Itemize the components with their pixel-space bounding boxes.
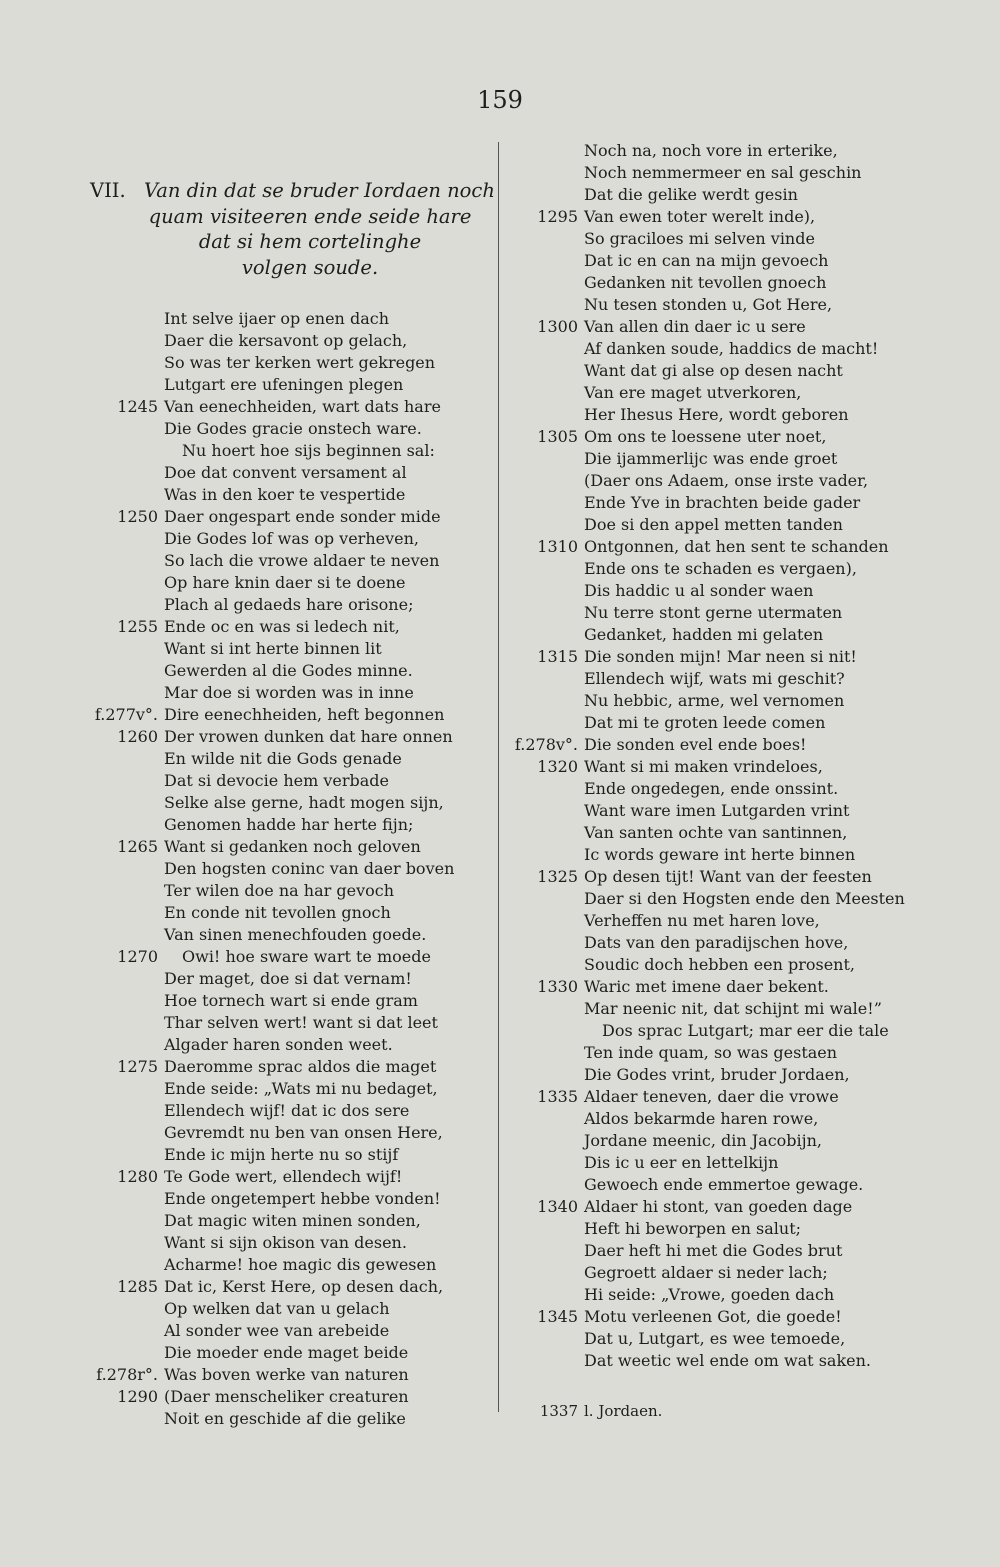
verse-line (514, 492, 994, 514)
verse-text: Nu hoert hoe sijs beginnen sal: (182, 441, 435, 460)
verse-text: Ten inde quam, so was gestaen (584, 1043, 838, 1062)
verse-line (90, 792, 485, 814)
verse-line (90, 1166, 485, 1188)
column-divider (498, 142, 499, 1412)
verse-text: Af danken soude, haddics de macht! (584, 339, 879, 358)
verse-text: Aldos bekarmde haren rowe, (584, 1109, 819, 1128)
verse-line (90, 1188, 485, 1210)
verse-text: Dats van den paradijschen hove, (584, 933, 849, 952)
verse-text: Dat ic en can na mijn gevoech (584, 251, 829, 270)
verse-text: So graciloes mi selven vinde (584, 229, 815, 248)
verse-text: Plach al gedaeds hare orisone; (164, 595, 414, 614)
verse-text: Dis ic u eer en lettelkijn (584, 1153, 779, 1172)
verse-text: Dat ic, Kerst Here, op desen dach, (164, 1277, 444, 1296)
line-number: 1295 (537, 207, 578, 226)
verse-line (514, 690, 994, 712)
verse-text: Heft hi beworpen en salut; (584, 1219, 802, 1238)
line-number: 1250 (117, 507, 158, 526)
verse-text: Doe dat convent versament al (164, 463, 407, 482)
verse-text: Van sinen menechfouden goede. (164, 925, 427, 944)
verse-text: Gewerden al die Godes minne. (164, 661, 413, 680)
verse-line (90, 352, 485, 374)
verse-text: Ellendech wijf, wats mi geschit? (584, 669, 845, 688)
verse-text: Ic words geware int herte binnen (584, 845, 856, 864)
verse-text: Dat mi te groten leede comen (584, 713, 826, 732)
verse-text: Noch na, noch vore in erterike, (584, 141, 838, 160)
verse-line (514, 1350, 994, 1372)
verse-text: Dat die gelike werdt gesin (584, 185, 798, 204)
verse-text: Int selve ijaer op enen dach (164, 309, 389, 328)
line-number: f.278v°. (514, 735, 578, 754)
verse-text: Daer die kersavont op gelach, (164, 331, 408, 350)
line-number: 1330 (537, 977, 578, 996)
verse-line (90, 902, 485, 924)
verse-line (90, 726, 485, 748)
verse-text: Ellendech wijf! dat ic dos sere (164, 1101, 410, 1120)
verse-line (514, 316, 994, 338)
right-verse-list (514, 140, 994, 1372)
verse-line (514, 1108, 994, 1130)
verse-text: Die ijammerlijc was ende groet (584, 449, 838, 468)
verse-text: Van eenechheiden, wart dats hare (164, 397, 441, 416)
verse-text: Dat u, Lutgart, es wee temoede, (584, 1329, 846, 1348)
verse-text: Dat weetic wel ende om wat saken. (584, 1351, 871, 1370)
verse-line (514, 448, 994, 470)
verse-text: Die Godes vrint, bruder Jordaen, (584, 1065, 850, 1084)
verse-line (90, 990, 485, 1012)
line-number: 1340 (537, 1197, 578, 1216)
verse-text: Daer heft hi met die Godes brut (584, 1241, 843, 1260)
verse-line (90, 330, 485, 352)
verse-line (514, 646, 994, 668)
verse-text: Op desen tijt! Want van der feesten (584, 867, 872, 886)
verse-line (90, 1298, 485, 1320)
verse-line (90, 946, 485, 968)
verse-text: Hoe tornech wart si ende gram (164, 991, 418, 1010)
verse-line (90, 1254, 485, 1276)
verse-text: Ende ongedegen, ende onssint. (584, 779, 839, 798)
line-number: 1325 (537, 867, 578, 886)
line-number: 1345 (537, 1307, 578, 1326)
verse-line (514, 888, 994, 910)
verse-text: Thar selven wert! want si dat leet (164, 1013, 438, 1032)
verse-line (514, 184, 994, 206)
verse-line (90, 682, 485, 704)
verse-text: Op welken dat van u gelach (164, 1299, 390, 1318)
verse-text: Soudic doch hebben een prosent, (584, 955, 855, 974)
verse-line (90, 704, 485, 726)
verse-text: Was in den koer te vespertide (164, 485, 406, 504)
verse-line (514, 1152, 994, 1174)
verse-text: Die sonden evel ende boes! (584, 735, 807, 754)
verse-text: Hi seide: „Vrowe, goeden dach (584, 1285, 835, 1304)
verse-line (514, 1086, 994, 1108)
verse-text: (Daer menscheliker creaturen (164, 1387, 409, 1406)
verse-text: Die Godes gracie onstech ware. (164, 419, 422, 438)
verse-text: Waric met imene daer bekent. (584, 977, 829, 996)
verse-line (90, 1408, 485, 1430)
verse-line (514, 1218, 994, 1240)
verse-line (514, 998, 994, 1020)
verse-text: Ende Yve in brachten beide gader (584, 493, 861, 512)
verse-line (514, 866, 994, 888)
verse-text: Jordane meenic, din Jacobijn, (584, 1131, 823, 1150)
verse-text: Gedanket, hadden mi gelaten (584, 625, 824, 644)
verse-line (514, 910, 994, 932)
verse-text: Want si int herte binnen lit (164, 639, 382, 658)
verse-line (514, 1064, 994, 1086)
verse-line (90, 308, 485, 330)
verse-text: Was boven werke van naturen (164, 1365, 409, 1384)
verse-line (90, 1232, 485, 1254)
verse-text: Van santen ochte van santinnen, (584, 823, 848, 842)
verse-text: Daer si den Hogsten ende den Meesten (584, 889, 905, 908)
verse-line (90, 924, 485, 946)
verse-line (90, 1100, 485, 1122)
verse-line (514, 228, 994, 250)
verse-text: Ende seide: „Wats mi nu bedaget, (164, 1079, 438, 1098)
verse-line (514, 1020, 994, 1042)
verse-line (514, 668, 994, 690)
verse-text: Om ons te loessene uter noet, (584, 427, 827, 446)
left-verse-list (90, 308, 485, 1430)
verse-text: Aldaer hi stont, van goeden dage (584, 1197, 853, 1216)
verse-line (90, 858, 485, 880)
verse-text: Al sonder wee van arebeide (164, 1321, 390, 1340)
line-number: 1245 (117, 397, 158, 416)
verse-text: Op hare knin daer si te doene (164, 573, 406, 592)
verse-text: Dis haddic u al sonder waen (584, 581, 814, 600)
verse-text: Her Ihesus Here, wordt geboren (584, 405, 849, 424)
verse-text: So was ter kerken wert gekregen (164, 353, 436, 372)
line-number: 1315 (537, 647, 578, 666)
verse-line (514, 162, 994, 184)
verse-text: Nu tesen stonden u, Got Here, (584, 295, 833, 314)
line-number: 1255 (117, 617, 158, 636)
verse-line (90, 1078, 485, 1100)
verse-line (514, 272, 994, 294)
verse-line (514, 404, 994, 426)
verse-text: Ontgonnen, dat hen sent te schanden (584, 537, 889, 556)
verse-line (514, 954, 994, 976)
verse-line (90, 418, 485, 440)
line-number: 1275 (117, 1057, 158, 1076)
verse-line (514, 602, 994, 624)
verse-line (514, 778, 994, 800)
verse-text: Doe si den appel metten tanden (584, 515, 843, 534)
verse-text: Gedanken nit tevollen gnoech (584, 273, 827, 292)
verse-line (514, 932, 994, 954)
verse-line (90, 462, 485, 484)
verse-text: Want ware imen Lutgarden vrint (584, 801, 850, 820)
line-number: 1305 (537, 427, 578, 446)
verse-line (90, 374, 485, 396)
line-number: 1320 (537, 757, 578, 776)
line-number: 1335 (537, 1087, 578, 1106)
verse-text: Ende ons te schaden es vergaen), (584, 559, 857, 578)
verse-text: Ende oc en was si ledech nit, (164, 617, 400, 636)
verse-line (90, 1122, 485, 1144)
verse-text: Der maget, doe si dat vernam! (164, 969, 412, 988)
footnote-text: l. Jordaen. (584, 1402, 663, 1420)
verse-line (90, 836, 485, 858)
verse-line (90, 748, 485, 770)
verse-text: So lach die vrowe aldaer te neven (164, 551, 440, 570)
verse-text: Die Godes lof was op verheven, (164, 529, 419, 548)
verse-text: Mar neenic nit, dat schijnt mi wale!” (584, 999, 882, 1018)
verse-text: Ter wilen doe na har gevoch (164, 881, 395, 900)
footnote (514, 1402, 994, 1420)
chapter-number: VII. (90, 179, 126, 202)
verse-line (514, 800, 994, 822)
verse-line (90, 484, 485, 506)
verse-line (514, 1328, 994, 1350)
line-number: 1270 (117, 947, 158, 966)
verse-line (514, 514, 994, 536)
verse-line (90, 528, 485, 550)
verse-text: Nu terre stont gerne utermaten (584, 603, 843, 622)
verse-line (90, 1034, 485, 1056)
verse-text: Gewoech ende emmertoe gewage. (584, 1175, 864, 1194)
verse-text: Den hogsten coninc van daer boven (164, 859, 455, 878)
verse-line (514, 734, 994, 756)
verse-line (90, 770, 485, 792)
verse-text: Mar doe si worden was in inne (164, 683, 414, 702)
verse-line (90, 1364, 485, 1386)
verse-line (90, 506, 485, 528)
verse-line (90, 1276, 485, 1298)
verse-line (514, 822, 994, 844)
verse-line (514, 1306, 994, 1328)
verse-line (514, 976, 994, 998)
verse-line (90, 594, 485, 616)
line-number: 1300 (537, 317, 578, 336)
verse-line (90, 660, 485, 682)
verse-text: Motu verleenen Got, die goede! (584, 1307, 842, 1326)
verse-text: Verheffen nu met haren love, (584, 911, 820, 930)
verse-line (90, 550, 485, 572)
verse-text: Algader haren sonden weet. (164, 1035, 393, 1054)
verse-text: Noch nemmermeer en sal geschin (584, 163, 862, 182)
verse-line (514, 844, 994, 866)
verse-text: Acharme! hoe magic dis gewesen (164, 1255, 437, 1274)
chapter-title (144, 178, 495, 280)
verse-line (514, 756, 994, 778)
verse-text: Want si sijn okison van desen. (164, 1233, 407, 1252)
verse-line (90, 968, 485, 990)
verse-line (514, 294, 994, 316)
line-number: 1280 (117, 1167, 158, 1186)
verse-text: Van ere maget utverkoren, (584, 383, 802, 402)
verse-line (90, 814, 485, 836)
left-column (90, 178, 495, 1430)
verse-text: Dos sprac Lutgart; mar eer die tale (602, 1021, 889, 1040)
verse-line (514, 1130, 994, 1152)
verse-line (90, 1342, 485, 1364)
verse-line (514, 470, 994, 492)
verse-line (514, 1262, 994, 1284)
right-column (514, 140, 994, 1420)
verse-text: En wilde nit die Gods genade (164, 749, 402, 768)
verse-line (90, 1056, 485, 1078)
verse-text: Die moeder ende maget beide (164, 1343, 409, 1362)
page-number: 159 (477, 86, 523, 114)
verse-line (514, 1042, 994, 1064)
chapter-heading (90, 178, 495, 280)
line-number: 1310 (537, 537, 578, 556)
verse-text: Dat magic witen minen sonden, (164, 1211, 421, 1230)
verse-text: Want si mi maken vrindeloes, (584, 757, 823, 776)
verse-line (90, 616, 485, 638)
verse-line (514, 624, 994, 646)
verse-line (514, 712, 994, 734)
verse-line (90, 1210, 485, 1232)
line-number: 1285 (117, 1277, 158, 1296)
chapter-title-line: Van din dat se bruder Iordaen noch (144, 179, 495, 202)
verse-line (514, 536, 994, 558)
verse-line (514, 250, 994, 272)
verse-text: Ende ic mijn herte nu so stijf (164, 1145, 399, 1164)
verse-line (514, 580, 994, 602)
verse-text: Genomen hadde har herte fijn; (164, 815, 414, 834)
verse-text: Van ewen toter werelt inde), (584, 207, 816, 226)
verse-text: Daeromme sprac aldos die maget (164, 1057, 437, 1076)
verse-text: Nu hebbic, arme, wel vernomen (584, 691, 845, 710)
chapter-title-line: dat si hem cortelinghe (198, 230, 422, 253)
verse-text: Der vrowen dunken dat hare onnen (164, 727, 453, 746)
verse-line (90, 1012, 485, 1034)
line-number: 1290 (117, 1387, 158, 1406)
verse-text: Want si gedanken noch geloven (164, 837, 421, 856)
verse-line (90, 638, 485, 660)
verse-text: Dat si devocie hem verbade (164, 771, 389, 790)
line-number: 1260 (117, 727, 158, 746)
verse-line (90, 396, 485, 418)
verse-text: Aldaer teneven, daer die vrowe (584, 1087, 839, 1106)
verse-line (90, 880, 485, 902)
verse-text: Dire eenechheiden, heft begonnen (164, 705, 445, 724)
verse-text: Gevremdt nu ben van onsen Here, (164, 1123, 443, 1142)
footnote-line-number: 1337 (539, 1402, 578, 1420)
verse-line (514, 1196, 994, 1218)
verse-line (90, 1386, 485, 1408)
verse-text: En conde nit tevollen gnoch (164, 903, 391, 922)
verse-text: Daer ongespart ende sonder mide (164, 507, 441, 526)
verse-line (514, 558, 994, 580)
verse-text: Lutgart ere ufeningen plegen (164, 375, 404, 394)
verse-line (514, 1284, 994, 1306)
verse-text: Selke alse gerne, hadt mogen sijn, (164, 793, 444, 812)
verse-text: Gegroett aldaer si neder lach; (584, 1263, 828, 1282)
line-number: f.277v°. (94, 705, 158, 724)
chapter-title-line: volgen soude. (241, 255, 379, 279)
line-number: 1265 (117, 837, 158, 856)
verse-line (514, 1240, 994, 1262)
verse-line (514, 338, 994, 360)
verse-text: (Daer ons Adaem, onse irste vader, (584, 471, 869, 490)
chapter-title-line: quam visiteeren ende seide hare (148, 204, 472, 228)
verse-line (90, 1320, 485, 1342)
verse-line (514, 140, 994, 162)
verse-text: Te Gode wert, ellendech wijf! (164, 1167, 403, 1186)
verse-line (90, 440, 485, 462)
verse-text: Die sonden mijn! Mar neen si nit! (584, 647, 857, 666)
verse-text: Van allen din daer ic u sere (584, 317, 806, 336)
verse-text: Owi! hoe sware wart te moede (182, 947, 431, 966)
verse-line (514, 426, 994, 448)
verse-text: Ende ongetempert hebbe vonden! (164, 1189, 441, 1208)
verse-line (514, 360, 994, 382)
verse-line (90, 1144, 485, 1166)
verse-line (514, 1174, 994, 1196)
verse-line (514, 382, 994, 404)
verse-text: Want dat gi alse op desen nacht (584, 361, 843, 380)
verse-text: Noit en geschide af die gelike (164, 1409, 406, 1428)
line-number: f.278r°. (96, 1365, 158, 1384)
verse-line (90, 572, 485, 594)
verse-line (514, 206, 994, 228)
